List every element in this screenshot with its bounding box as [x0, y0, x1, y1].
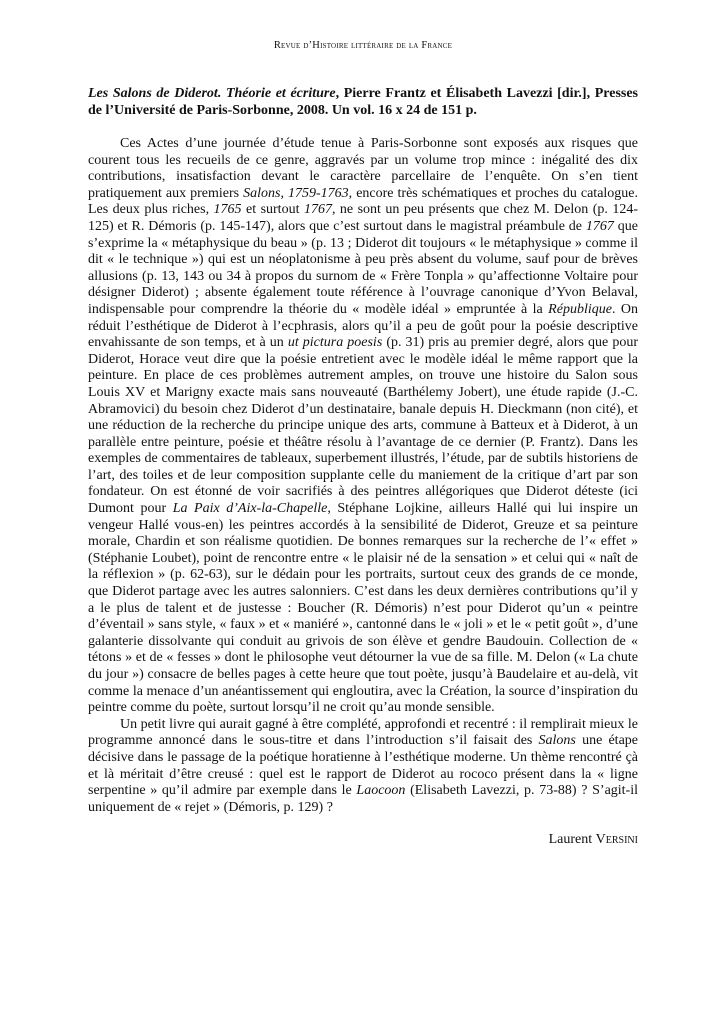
italic-run: 1767 — [585, 218, 614, 234]
italic-run: République — [548, 301, 612, 317]
text-run: (Elisabeth Lavezzi, p. 73-88) ? S’agit-il uniquement de « rejet » (Démoris, p. 129) ? — [88, 783, 639, 815]
review-body — [88, 136, 638, 816]
text-run: , ne sont un peu présents que chez M. Delon (p. 124-125) et R. Démoris (p. 145-147), alors que c’est surtout dans le magistral préambule de — [88, 202, 639, 234]
italic-run: 1759-1763 — [288, 185, 349, 201]
text-run: une étape décisive dans le passage de la poétique horatienne à l’esthétique moderne. Un thème rencontré çà et là méritait d’être creusé : quel est le rapport de Diderot au rococo présent dans la « ligne serpentine » qu’il admire par exemple dans le — [88, 733, 638, 799]
text-run: Ces Actes d’une journée d’étude tenue à Paris-Sorbonne sont exposés aux risques que courent tous les recueils de ce genre, aggravés par un volume trop mince : inégalité des dix contributions, insatisfaction devant le caractère parcellaire de l’enquête. On s’en tient pratiquement aux premiers — [88, 136, 638, 201]
italic-run: Salons — [243, 185, 281, 201]
review-paragraph — [88, 717, 638, 817]
text-run: que s’exprime la « métaphysique du beau » (p. 13 ; Diderot dit toujours « le métaphysique » comme il dit « le technique ») qui est un néoplatonisme à peu près absent du volume, sauf pour de brèves allusions (p. 13, 143 ou 34 à propos du surnom de « Frère Tonpla » qu’affectionne Voltaire pour désigner Diderot) ; absente également toute référence à l’ouvrage canonique d’Yvon Belaval, indispensable pour comprendre la théorie du « modèle idéal » empruntée à la — [88, 218, 638, 317]
book-title: Les Salons de Diderot. Théorie et écriture — [88, 86, 336, 101]
italic-run: Laocoon — [356, 783, 406, 799]
book-citation — [88, 85, 638, 119]
running-head: Revue d’Histoire littéraire de la France — [273, 40, 453, 51]
review-paragraph — [88, 136, 638, 717]
author-first-name: Laurent — [548, 832, 593, 848]
author-signature — [88, 832, 638, 848]
author-last-name: Versini — [595, 832, 638, 848]
text-run: , — [280, 185, 288, 201]
italic-run: 1767 — [303, 202, 332, 218]
text-run: . On réduit l’esthétique de Diderot à l’ecphrasis, alors qu’il a peu de goût pour la poésie descriptive envahissante de son temps, et à un — [88, 301, 638, 351]
text-run: (p. 31) pris au premier degré, alors que pour Diderot, Horace veut dire que la poésie entretient avec le modèle idéal le même rapport que la peinture. En place de ces problèmes autrement amples, on trouve une histoire du Salon sous Louis XV et Marigny exacte mais sans nouveauté (Barthélemy Jobert), une étude rapide (J.-C. Abramovici) du besoin chez Diderot d’un destinataire, banale depuis H. Dieckmann (non cité), et une réduction de la recherche du principe unique des arts, commune à Batteux et à Diderot, à un parallèle entre peinture, poésie et théâtre résolu à l’avantage de ce dernier (P. Frantz). Dans les exemples de commentaires de tableaux, superbement illustrés, l’étude, par de subtils historiens de l’art, des toiles et de leur composition supplante celle du maniement de la critique d’art par son fondateur. On est étonné de voir sacrifiés à des peintres allégoriques que Diderot déteste (ici Dumont pour — [88, 335, 638, 517]
italic-run: La Paix d’Aix-la-Chapelle — [172, 501, 328, 517]
italic-run: 1765 — [213, 202, 242, 218]
italic-run: Salons — [538, 733, 576, 749]
text-run: , Stéphane Lojkine, ailleurs Hallé qui lui inspire un vengeur Hallé vous-en) les peintres accordés à la sensibilité de Diderot, Greuze et sa peinture morale, Chardin et son réalisme quotidien. De bonnes remarques sur la recherche de l’« effet » (Stéphanie Loubet), point de rencontre entre « le plaisir né de la sensation » et celui qui « naît de la réflexion » (p. 62-63), sur le dédain pour les portraits, surtout ceux des grands de ce monde, que Diderot partage avec les autres salonniers. C’est dans les deux dernières contributions qu’il y a le plus de talent et de justesse : Boucher (R. Démoris) n’est pour Diderot qu’un « peintre d’éventail » sans style, « faux » et « maniéré », cantonné dans le « joli » et le « petit goût », d’une galanterie dissolvante qui conduit au grivois de son élève et gendre Baudouin. Collection de « tétons » et de « fesses » dont le philosophe veut détourner la vue de sa fille. M. Delon (« La chute du jour ») consacre de belles pages à cette heure que tout poète, jusqu’à Baudelaire et au-delà, vit comme la menace d’un anéantissement qui engloutira, avec la Création, la source d’inspiration du peintre comme du poète, surtout lorsqu’il ne croit qu’au monde sensible. — [88, 501, 638, 716]
text-run: et surtout — [241, 202, 304, 218]
page — [88, 40, 638, 848]
italic-run: ut pictura poesis — [287, 335, 383, 351]
text-run: Un petit livre qui aurait gagné à être complété, approfondi et recentré : il remplirait mieux le programme annoncé dans le sous-titre et dans l’introduction s’il faisait des — [88, 716, 638, 749]
text-run: , encore très schématiques et proches du catalogue. Les deux plus riches, — [88, 185, 639, 218]
book-details: , Pierre Frantz et Élisabeth Lavezzi [dir.], Presses de l’Université de Paris-Sorbonne, 2008. Un vol. 16 x 24 de 151 p. — [88, 86, 638, 118]
